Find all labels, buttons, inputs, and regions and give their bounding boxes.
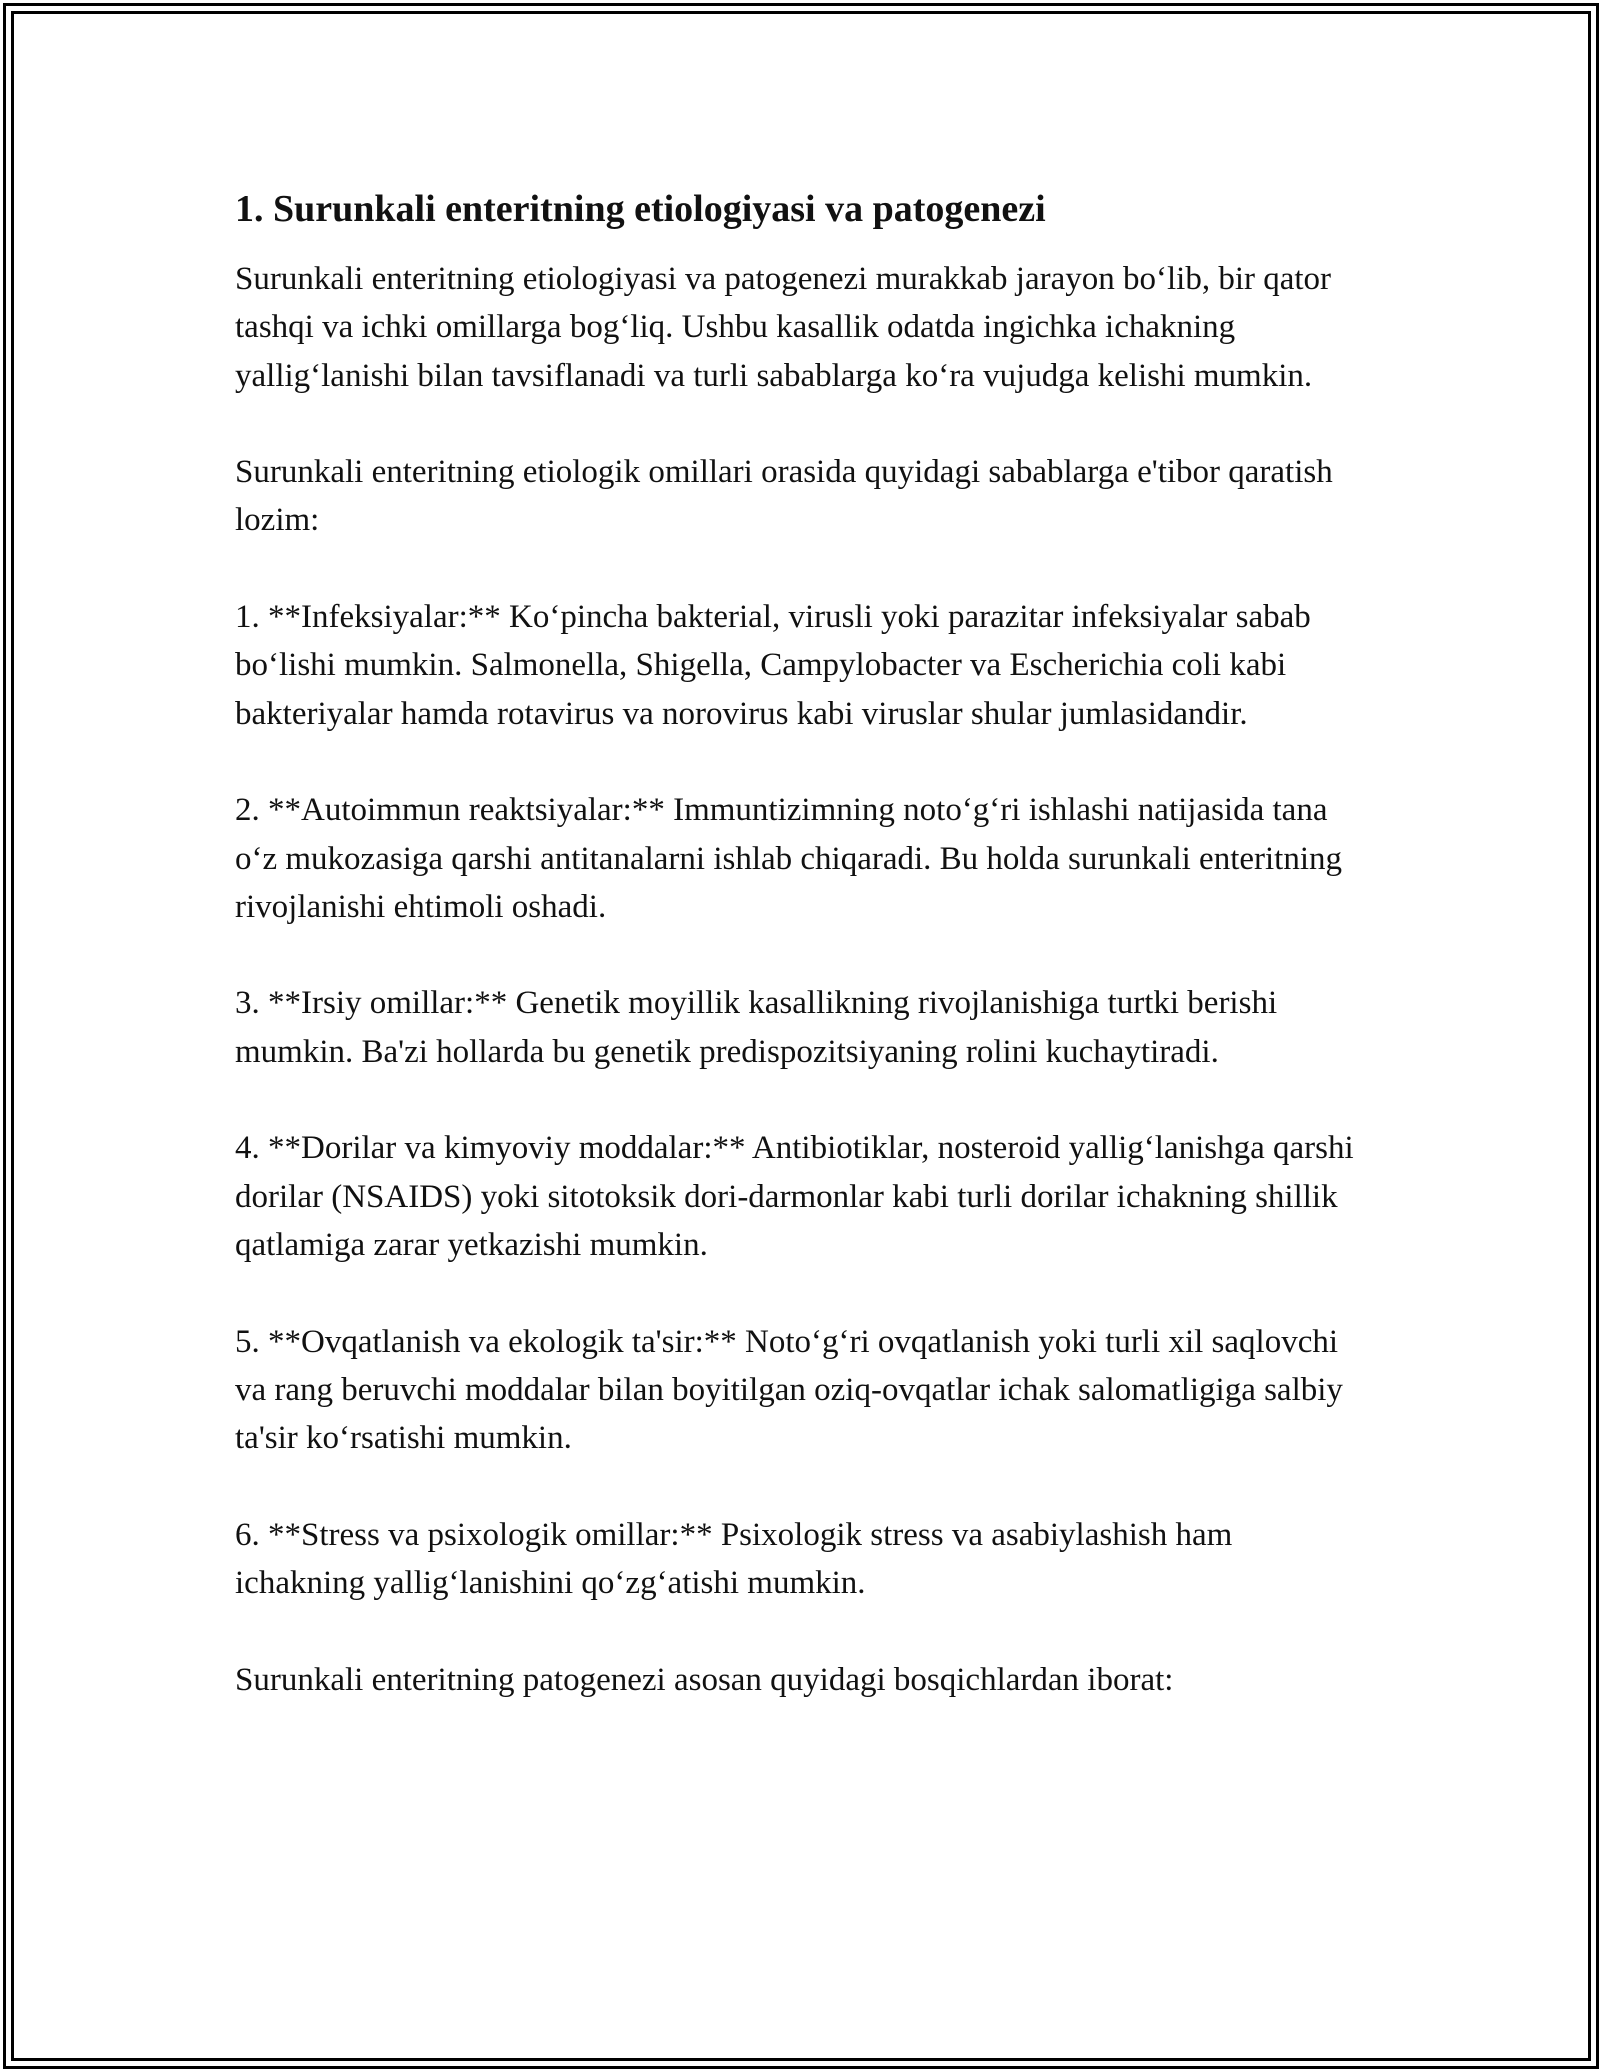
list-item-nutrition: 5. **Ovqatlanish va ekologik ta'sir:** Noto‘g‘ri ovqatlanish yoki turli xil saqlovchi va rang beruvchi moddalar bilan boyitilgan oziq-ovqatlar ichak salomatligiga salbiy ta'sir ko‘rsatishi mumkin. (235, 1323, 1343, 1457)
pathogenesis-intro-paragraph: Surunkali enteritning patogenezi asosan quyidagi bosqichlardan iborat: (235, 1661, 1174, 1698)
list-item-infections: 1. **Infeksiyalar:** Ko‘pincha bakterial, virusli yoki parazitar infeksiyalar sabab bo‘lishi mumkin. Salmonella, Shigella, Campylobacter va Escherichia coli kabi bakteriyalar hamda rotavirus va norovirus kabi viruslar shular jumlasidandir. (235, 599, 1311, 732)
list-item-hereditary: 3. **Irsiy omillar:** Genetik moyillik kasallikning rivojlanishiga turtki berishi mumkin. Ba'zi hollarda bu genetik predispozitsiyaning rolini kuchaytiradi. (235, 985, 1278, 1070)
list-item-drugs: 4. **Dorilar va kimyoviy moddalar:** Antibiotiklar, nosteroid yallig‘lanishga qarshi dorilar (NSAIDS) yoki sitotoksik dori-darmonlar kabi turli dorilar ichakning shillik qatlamiga zarar yetkazishi mumkin. (235, 1130, 1354, 1263)
etiology-intro-paragraph: Surunkali enteritning etiologik omillari orasida quyidagi sabablarga e'tibor qaratish lozim: (235, 454, 1333, 539)
intro-paragraph: Surunkali enteritning etiologiyasi va patogenezi murakkab jarayon bo‘lib, bir qator tashqi va ichki omillarga bog‘liq. Ushbu kasallik odatda ingichka ichakning yallig‘lanishi bilan tavsiflanadi va turli sabablarga ko‘ra vujudga kelishi mumkin. (235, 261, 1332, 394)
section-heading: 1. Surunkali enteritning etiologiyasi va patogenezi (235, 188, 1046, 230)
document-body (235, 185, 1365, 1752)
list-item-autoimmune: 2. **Autoimmun reaktsiyalar:** Immuntizimning noto‘g‘ri ishlashi natijasida tana o‘z mukozasiga qarshi antitanalarni ishlab chiqaradi. Bu holda surunkali enteritning rivojlanishi ehtimoli oshadi. (235, 792, 1343, 925)
list-item-stress: 6. **Stress va psixologik omillar:** Psixologik stress va asabiylashish ham ichakning yallig‘lanishini qo‘zg‘atishi mumkin. (235, 1516, 1233, 1602)
